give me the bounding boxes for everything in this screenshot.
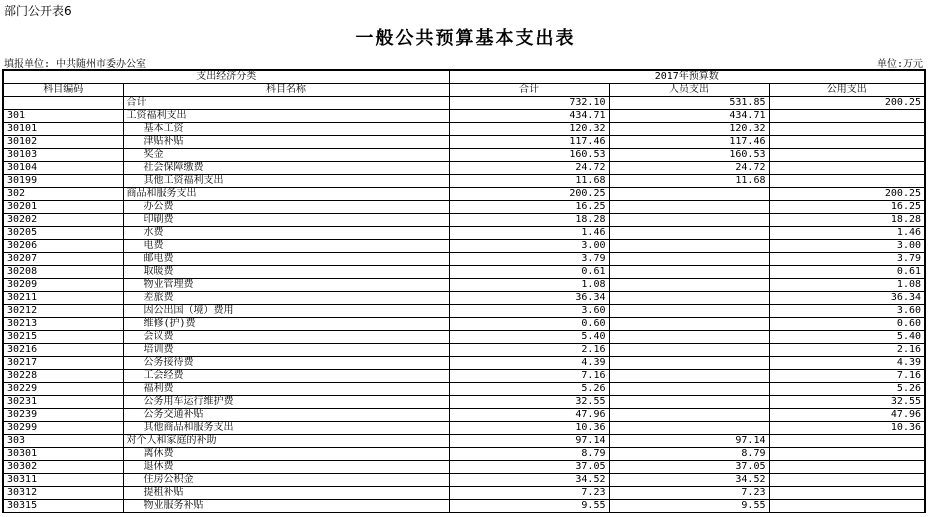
cell-total: 18.28 bbox=[449, 214, 609, 227]
cell-personnel bbox=[609, 422, 769, 435]
cell-public bbox=[769, 136, 925, 149]
cell-name: 培训费 bbox=[123, 344, 449, 357]
cell-personnel: 7.23 bbox=[609, 487, 769, 500]
cell-personnel: 97.14 bbox=[609, 435, 769, 448]
cell-personnel bbox=[609, 383, 769, 396]
cell-name: 基本工资 bbox=[123, 123, 449, 136]
table-row bbox=[3, 227, 925, 240]
cell-public: 3.00 bbox=[769, 240, 925, 253]
cell-personnel bbox=[609, 188, 769, 201]
cell-code: 30205 bbox=[3, 227, 123, 240]
cell-public: 200.25 bbox=[769, 97, 925, 110]
cell-name: 印刷费 bbox=[123, 214, 449, 227]
cell-code: 30101 bbox=[3, 123, 123, 136]
cell-code: 301 bbox=[3, 110, 123, 123]
cell-personnel: 531.85 bbox=[609, 97, 769, 110]
cell-public: 5.40 bbox=[769, 331, 925, 344]
cell-total: 24.72 bbox=[449, 162, 609, 175]
cell-name: 公务接待费 bbox=[123, 357, 449, 370]
cell-personnel bbox=[609, 318, 769, 331]
cell-total: 10.36 bbox=[449, 422, 609, 435]
cell-name: 离休费 bbox=[123, 448, 449, 461]
cell-name: 合计 bbox=[123, 97, 449, 110]
cell-name: 公务交通补贴 bbox=[123, 409, 449, 422]
cell-public bbox=[769, 461, 925, 474]
cell-public bbox=[769, 448, 925, 461]
cell-total: 117.46 bbox=[449, 136, 609, 149]
cell-name: 物业服务补贴 bbox=[123, 500, 449, 513]
cell-name: 物业管理费 bbox=[123, 279, 449, 292]
cell-total: 160.53 bbox=[449, 149, 609, 162]
cell-name: 奖金 bbox=[123, 149, 449, 162]
cell-name: 水费 bbox=[123, 227, 449, 240]
cell-public: 10.36 bbox=[769, 422, 925, 435]
cell-public: 4.39 bbox=[769, 357, 925, 370]
table-row bbox=[3, 435, 925, 448]
cell-personnel bbox=[609, 357, 769, 370]
cell-public bbox=[769, 435, 925, 448]
cell-personnel bbox=[609, 266, 769, 279]
cell-name: 对个人和家庭的补助 bbox=[123, 435, 449, 448]
table-column-header bbox=[3, 84, 925, 97]
cell-public: 47.96 bbox=[769, 409, 925, 422]
cell-personnel bbox=[609, 201, 769, 214]
cell-total: 16.25 bbox=[449, 201, 609, 214]
cell-code: 30211 bbox=[3, 292, 123, 305]
table-row bbox=[3, 318, 925, 331]
table-row bbox=[3, 396, 925, 409]
cell-personnel: 37.05 bbox=[609, 461, 769, 474]
cell-code: 30228 bbox=[3, 370, 123, 383]
cell-public bbox=[769, 487, 925, 500]
table-row bbox=[3, 214, 925, 227]
cell-name: 商品和服务支出 bbox=[123, 188, 449, 201]
cell-code: 30299 bbox=[3, 422, 123, 435]
table-row bbox=[3, 370, 925, 383]
cell-code: 30301 bbox=[3, 448, 123, 461]
table-group-header bbox=[3, 70, 925, 84]
table-row bbox=[3, 305, 925, 318]
table-row bbox=[3, 409, 925, 422]
table-row bbox=[3, 110, 925, 123]
group-header-classification: 支出经济分类 bbox=[3, 70, 449, 84]
cell-personnel bbox=[609, 331, 769, 344]
cell-code bbox=[3, 97, 123, 110]
cell-code: 302 bbox=[3, 188, 123, 201]
cell-code: 30216 bbox=[3, 344, 123, 357]
cell-name: 提租补贴 bbox=[123, 487, 449, 500]
cell-name: 其他商品和服务支出 bbox=[123, 422, 449, 435]
cell-public: 5.26 bbox=[769, 383, 925, 396]
cell-code: 30231 bbox=[3, 396, 123, 409]
cell-code: 30208 bbox=[3, 266, 123, 279]
cell-public bbox=[769, 500, 925, 513]
cell-name: 其他工资福利支出 bbox=[123, 175, 449, 188]
table-row bbox=[3, 201, 925, 214]
cell-name: 差旅费 bbox=[123, 292, 449, 305]
table-row bbox=[3, 136, 925, 149]
cell-name: 公务用车运行维护费 bbox=[123, 396, 449, 409]
cell-code: 30215 bbox=[3, 331, 123, 344]
cell-code: 30199 bbox=[3, 175, 123, 188]
cell-code: 30311 bbox=[3, 474, 123, 487]
cell-public bbox=[769, 110, 925, 123]
cell-public: 1.46 bbox=[769, 227, 925, 240]
table-row bbox=[3, 266, 925, 279]
table-row bbox=[3, 162, 925, 175]
table-row bbox=[3, 149, 925, 162]
cell-code: 30229 bbox=[3, 383, 123, 396]
cell-personnel bbox=[609, 344, 769, 357]
cell-total: 11.68 bbox=[449, 175, 609, 188]
table-row bbox=[3, 422, 925, 435]
cell-code: 30202 bbox=[3, 214, 123, 227]
cell-total: 32.55 bbox=[449, 396, 609, 409]
cell-personnel: 120.32 bbox=[609, 123, 769, 136]
cell-code: 30312 bbox=[3, 487, 123, 500]
table-row bbox=[3, 474, 925, 487]
cell-code: 30103 bbox=[3, 149, 123, 162]
cell-public bbox=[769, 474, 925, 487]
cell-total: 36.34 bbox=[449, 292, 609, 305]
table-row bbox=[3, 461, 925, 474]
cell-public: 3.60 bbox=[769, 305, 925, 318]
cell-personnel: 34.52 bbox=[609, 474, 769, 487]
currency-unit: 单位:万元 bbox=[876, 59, 923, 70]
table-row bbox=[3, 123, 925, 136]
cell-public bbox=[769, 162, 925, 175]
cell-code: 30217 bbox=[3, 357, 123, 370]
cell-public: 0.61 bbox=[769, 266, 925, 279]
cell-name: 邮电费 bbox=[123, 253, 449, 266]
table-row bbox=[3, 344, 925, 357]
cell-public: 0.60 bbox=[769, 318, 925, 331]
cell-name: 取暖费 bbox=[123, 266, 449, 279]
cell-personnel: 11.68 bbox=[609, 175, 769, 188]
cell-total: 97.14 bbox=[449, 435, 609, 448]
cell-name: 住房公积金 bbox=[123, 474, 449, 487]
cell-total: 5.26 bbox=[449, 383, 609, 396]
cell-public bbox=[769, 175, 925, 188]
cell-name: 会议费 bbox=[123, 331, 449, 344]
cell-name: 办公费 bbox=[123, 201, 449, 214]
cell-personnel: 117.46 bbox=[609, 136, 769, 149]
cell-personnel: 160.53 bbox=[609, 149, 769, 162]
cell-personnel bbox=[609, 292, 769, 305]
cell-total: 47.96 bbox=[449, 409, 609, 422]
cell-public: 32.55 bbox=[769, 396, 925, 409]
cell-total: 8.79 bbox=[449, 448, 609, 461]
cell-personnel bbox=[609, 253, 769, 266]
table-row bbox=[3, 188, 925, 201]
cell-public: 2.16 bbox=[769, 344, 925, 357]
table-row bbox=[3, 448, 925, 461]
cell-code: 30209 bbox=[3, 279, 123, 292]
cell-code: 30213 bbox=[3, 318, 123, 331]
column-header-personnel: 人员支出 bbox=[609, 84, 769, 97]
cell-code: 30302 bbox=[3, 461, 123, 474]
cell-public: 1.08 bbox=[769, 279, 925, 292]
cell-personnel: 9.55 bbox=[609, 500, 769, 513]
cell-code: 30212 bbox=[3, 305, 123, 318]
cell-total: 2.16 bbox=[449, 344, 609, 357]
table-row bbox=[3, 331, 925, 344]
cell-name: 工资福利支出 bbox=[123, 110, 449, 123]
cell-total: 1.46 bbox=[449, 227, 609, 240]
cell-public: 18.28 bbox=[769, 214, 925, 227]
cell-name: 因公出国（境）费用 bbox=[123, 305, 449, 318]
cell-name: 福利费 bbox=[123, 383, 449, 396]
cell-code: 30201 bbox=[3, 201, 123, 214]
cell-public bbox=[769, 149, 925, 162]
cell-code: 30104 bbox=[3, 162, 123, 175]
cell-personnel bbox=[609, 279, 769, 292]
cell-public: 7.16 bbox=[769, 370, 925, 383]
table-row bbox=[3, 97, 925, 110]
cell-public: 16.25 bbox=[769, 201, 925, 214]
cell-public: 36.34 bbox=[769, 292, 925, 305]
table-number-label: 部门公开表6 bbox=[4, 4, 72, 18]
cell-personnel: 24.72 bbox=[609, 162, 769, 175]
column-header-public: 公用支出 bbox=[769, 84, 925, 97]
cell-name: 退休费 bbox=[123, 461, 449, 474]
cell-personnel bbox=[609, 409, 769, 422]
cell-personnel bbox=[609, 396, 769, 409]
cell-total: 732.10 bbox=[449, 97, 609, 110]
column-header-total: 合计 bbox=[449, 84, 609, 97]
cell-total: 3.00 bbox=[449, 240, 609, 253]
table-row bbox=[3, 500, 925, 513]
cell-code: 30206 bbox=[3, 240, 123, 253]
cell-total: 4.39 bbox=[449, 357, 609, 370]
column-header-code: 科目编码 bbox=[3, 84, 123, 97]
cell-code: 30102 bbox=[3, 136, 123, 149]
cell-personnel bbox=[609, 227, 769, 240]
cell-total: 0.60 bbox=[449, 318, 609, 331]
cell-name: 工会经费 bbox=[123, 370, 449, 383]
cell-total: 5.40 bbox=[449, 331, 609, 344]
group-header-budget: 2017年预算数 bbox=[449, 70, 925, 84]
cell-total: 9.55 bbox=[449, 500, 609, 513]
reporting-unit: 填报单位: 中共随州市委办公室 bbox=[4, 59, 147, 70]
cell-name: 津贴补贴 bbox=[123, 136, 449, 149]
table-row bbox=[3, 279, 925, 292]
cell-code: 303 bbox=[3, 435, 123, 448]
table-row bbox=[3, 383, 925, 396]
cell-total: 37.05 bbox=[449, 461, 609, 474]
cell-personnel bbox=[609, 214, 769, 227]
cell-name: 电费 bbox=[123, 240, 449, 253]
cell-code: 30239 bbox=[3, 409, 123, 422]
cell-public bbox=[769, 123, 925, 136]
cell-total: 3.79 bbox=[449, 253, 609, 266]
cell-total: 434.71 bbox=[449, 110, 609, 123]
cell-total: 3.60 bbox=[449, 305, 609, 318]
cell-personnel: 434.71 bbox=[609, 110, 769, 123]
cell-total: 0.61 bbox=[449, 266, 609, 279]
cell-total: 120.32 bbox=[449, 123, 609, 136]
cell-code: 30207 bbox=[3, 253, 123, 266]
cell-total: 7.23 bbox=[449, 487, 609, 500]
expenditure-table bbox=[2, 69, 926, 513]
cell-public: 3.79 bbox=[769, 253, 925, 266]
cell-total: 1.08 bbox=[449, 279, 609, 292]
cell-public: 200.25 bbox=[769, 188, 925, 201]
table-row bbox=[3, 357, 925, 370]
cell-code: 30315 bbox=[3, 500, 123, 513]
cell-total: 200.25 bbox=[449, 188, 609, 201]
page-title: 一般公共预算基本支出表 bbox=[355, 28, 576, 49]
cell-total: 34.52 bbox=[449, 474, 609, 487]
cell-personnel bbox=[609, 370, 769, 383]
cell-personnel bbox=[609, 305, 769, 318]
table-row bbox=[3, 292, 925, 305]
cell-personnel bbox=[609, 240, 769, 253]
cell-name: 社会保障缴费 bbox=[123, 162, 449, 175]
table-row bbox=[3, 240, 925, 253]
cell-name: 维修(护)费 bbox=[123, 318, 449, 331]
table-row bbox=[3, 175, 925, 188]
table-row bbox=[3, 253, 925, 266]
table-row bbox=[3, 487, 925, 500]
cell-personnel: 8.79 bbox=[609, 448, 769, 461]
cell-total: 7.16 bbox=[449, 370, 609, 383]
column-header-name: 科目名称 bbox=[123, 84, 449, 97]
